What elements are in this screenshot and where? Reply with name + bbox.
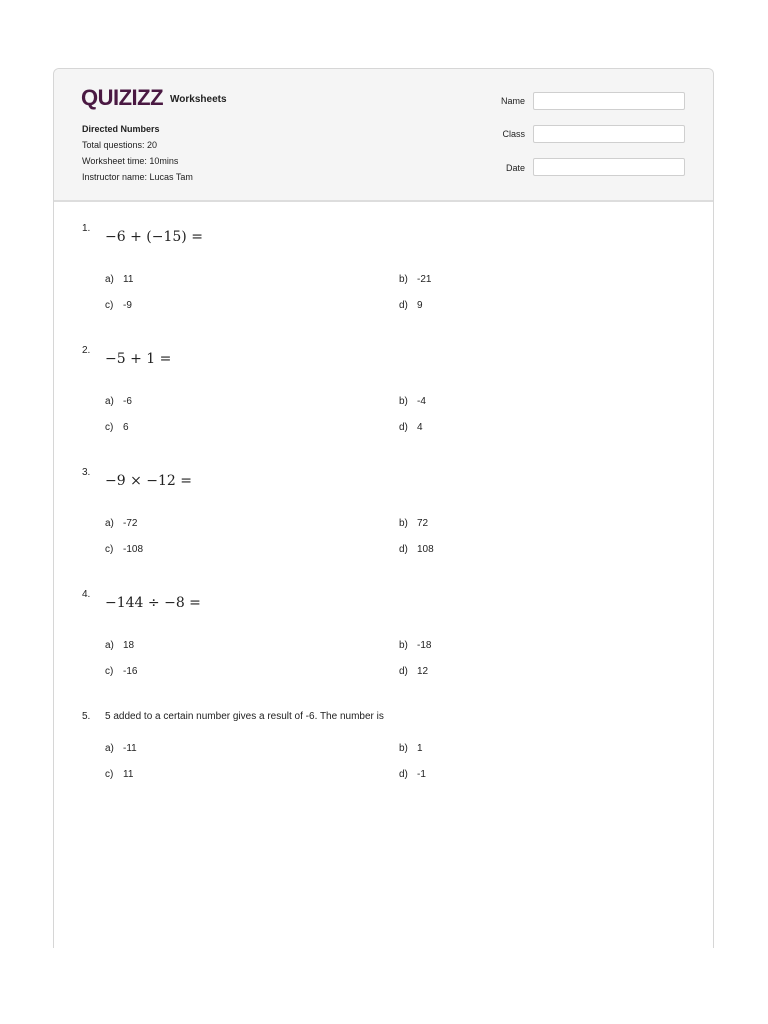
instructor-name: Instructor name: Lucas Tam <box>82 172 193 182</box>
question-number: 1. <box>82 223 91 234</box>
option-b[interactable]: b) -4 <box>399 396 426 407</box>
option-b[interactable]: b) -21 <box>399 274 432 285</box>
option-c[interactable]: c) 6 <box>105 422 129 433</box>
name-field[interactable] <box>533 92 685 110</box>
question-expression: −6 + (−15) = <box>105 229 203 245</box>
option-d[interactable]: d) -1 <box>399 769 426 780</box>
class-field[interactable] <box>533 125 685 143</box>
option-d[interactable]: d) 108 <box>399 544 434 555</box>
option-a[interactable]: a) 11 <box>105 274 134 285</box>
logo-wordmark: QUIZIZZ <box>81 85 164 110</box>
question-number: 3. <box>82 467 91 478</box>
option-d[interactable]: d) 12 <box>399 666 429 677</box>
option-a[interactable]: a) 18 <box>105 640 135 651</box>
worksheet-page <box>53 68 714 948</box>
date-label: Date <box>505 163 525 173</box>
question-number: 4. <box>82 589 91 600</box>
option-c[interactable]: c) -16 <box>105 666 138 677</box>
option-a[interactable]: a) -6 <box>105 396 132 407</box>
option-c[interactable]: c) 11 <box>105 769 134 780</box>
quizizz-logo <box>81 86 227 110</box>
option-a[interactable]: a) -72 <box>105 518 138 529</box>
question-text: 5 added to a certain number gives a result of -6. The number is <box>105 711 384 722</box>
question-number: 2. <box>82 345 91 356</box>
worksheet-title: Directed Numbers <box>82 124 160 134</box>
logo-subtitle: Worksheets <box>170 93 227 105</box>
option-d[interactable]: d) 9 <box>399 300 423 311</box>
option-b[interactable]: b) -18 <box>399 640 432 651</box>
option-c[interactable]: c) -108 <box>105 544 144 555</box>
worksheet-time: Worksheet time: 10mins <box>82 156 179 166</box>
total-questions: Total questions: 20 <box>82 140 158 150</box>
worksheet-meta <box>82 121 193 185</box>
option-b[interactable]: b) 1 <box>399 743 423 754</box>
question-expression: −5 + 1 = <box>105 351 172 367</box>
option-b[interactable]: b) 72 <box>399 518 429 529</box>
question-expression: −144 ÷ −8 = <box>105 595 201 611</box>
option-a[interactable]: a) -11 <box>105 743 137 754</box>
option-d[interactable]: d) 4 <box>399 422 423 433</box>
worksheet-header <box>54 69 713 202</box>
name-label: Name <box>500 96 525 106</box>
option-c[interactable]: c) -9 <box>105 300 132 311</box>
date-field[interactable] <box>533 158 685 176</box>
class-label: Class <box>502 129 525 139</box>
question-expression: −9 × −12 = <box>105 473 192 489</box>
question-number: 5. <box>82 711 91 722</box>
